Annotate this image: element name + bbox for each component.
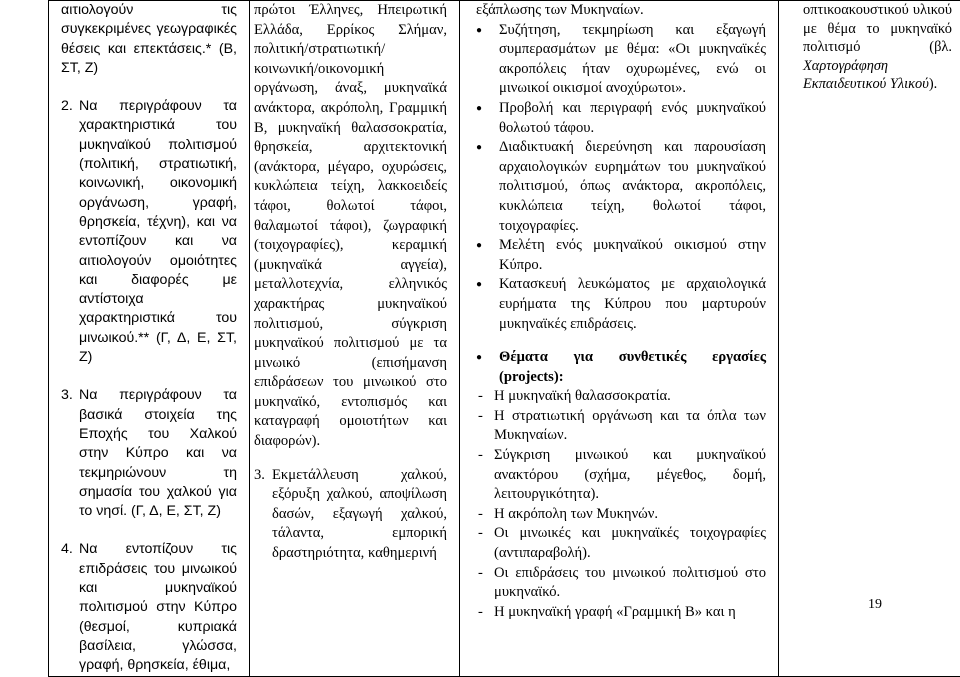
project-item xyxy=(476,603,766,623)
activity-text: Διαδικτυακή διερεύνηση και παρουσίαση αρχαιολογικών ευρημάτων του μυκηναϊκού πολιτισμού, όπως ανάκτορα, ακροπόλεις, κυκλώπεια τείχη, θολωτοί τάφοι, τοιχογραφίες. xyxy=(499,138,766,236)
objective-item-3 xyxy=(61,386,237,521)
materials-column xyxy=(779,1,960,677)
projects-heading xyxy=(476,348,766,387)
content-item-3 xyxy=(254,466,447,564)
activity-text: Συζήτηση, τεκμηρίωση και εξαγωγή συμπερασμάτων με θέμα: «Οι μυκηναϊκές ακροπόλεις ήταν οχυρωμένες, ενώ οι μινωικοί οικισμοί ανοχύρωτοι». xyxy=(499,21,766,99)
project-text: Η στρατιωτική οργάνωση και τα όπλα των Μυκηναίων. xyxy=(494,407,766,446)
table-row xyxy=(49,1,960,677)
bullet-icon: ● xyxy=(476,275,499,334)
activities-column xyxy=(460,1,779,677)
content-text: Εκμετάλλευση χαλκού, εξόρυξη χαλκού, αποψίλωση δασών, εξαγωγή χαλκού, τάλαντα, εμπορική δραστηριότητα, καθημερινή xyxy=(272,466,447,564)
bullet-icon: ● xyxy=(476,138,499,236)
dash-icon: - xyxy=(476,387,494,407)
objective-fragment: αιτιολογούν τις συγκεκριμένες γεωγραφικές θέσεις και επεκτάσεις.* (Β, ΣΤ, Ζ) xyxy=(61,1,237,78)
bullet-icon: ● xyxy=(476,21,499,99)
page-number: 19 xyxy=(868,597,882,613)
projects-label: Θέματα για συνθετικές εργασίες (projects): xyxy=(499,348,766,387)
curriculum-table xyxy=(48,0,960,677)
dash-icon: - xyxy=(476,524,494,563)
project-item xyxy=(476,387,766,407)
content-cell xyxy=(250,1,459,564)
activity-bullet xyxy=(476,275,766,334)
objectives-cell xyxy=(49,1,249,676)
bullet-icon: ● xyxy=(476,236,499,275)
dash-icon: - xyxy=(476,505,494,525)
project-text: Σύγκριση μινωικού και μυκηναϊκού ανακτόρου (σχήμα, μέγεθος, δομή, λειτουργικότητα). xyxy=(494,446,766,505)
objective-number: 2. xyxy=(61,97,79,367)
objective-number: 4. xyxy=(61,540,79,675)
dash-icon: - xyxy=(476,603,494,623)
objective-item-4 xyxy=(61,540,237,675)
dash-icon: - xyxy=(476,564,494,603)
materials-cell xyxy=(779,1,960,94)
objectives-column xyxy=(49,1,250,677)
project-text: Η μυκηναϊκή θαλασσοκρατία. xyxy=(494,387,766,407)
activity-bullet xyxy=(476,99,766,138)
activity-bullet xyxy=(476,21,766,99)
objective-number: 3. xyxy=(61,386,79,521)
project-text: Οι επιδράσεις του μινωικού πολιτισμού στο μυκηναϊκό. xyxy=(494,564,766,603)
activity-bullet xyxy=(476,138,766,236)
activity-fragment: εξάπλωσης των Μυκηναίων. xyxy=(476,1,766,21)
project-text: Η μυκηναϊκή γραφή «Γραμμική Β» και η xyxy=(494,603,766,623)
dash-icon: - xyxy=(476,407,494,446)
activity-text: Μελέτη ενός μυκηναϊκού οικισμού στην Κύπρο. xyxy=(499,236,766,275)
activity-text: Προβολή και περιγραφή ενός μυκηναϊκού θολωτού τάφου. xyxy=(499,99,766,138)
materials-reference: Χαρτογράφηση Εκπαιδευτικού Υλικού xyxy=(803,58,929,93)
bullet-icon: ● xyxy=(476,99,499,138)
objective-text: Να περιγράφουν τα βασικά στοιχεία της Εποχής του Χαλκού στην Κύπρο και να τεκμηριώνουν τη σημασία του χαλκού για το νησί. (Γ, Δ, Ε, ΣΤ, Ζ) xyxy=(79,386,237,521)
materials-text-end: ). xyxy=(929,76,937,92)
objective-text: Να εντοπίζουν τις επιδράσεις του μινωικού και μυκηναϊκού πολιτισμού στην Κύπρο (θεσμοί, κυπριακά βασίλεια, γλώσσα, γραφή, θρησκεία, έθιμα, xyxy=(79,540,237,675)
content-number: 3. xyxy=(254,466,272,564)
activities-cell xyxy=(460,1,778,622)
content-fragment: πρώτοι Έλληνες, Ηπειρωτική Ελλάδα, Ερρίκος Σλήμαν, πολιτική/στρατιωτική/κοινωνική/οικονομική οργάνωση, άναξ, μυκηναϊκά ανάκτορα, ακρόπολη, Γραμμική Β, μυκηναϊκή θαλασσοκρατία, θρησκεία, αρχιτεκτονική (ανάκτορα, μέγαρο, οχυρώσεις, κυκλώπεια τείχη, λακκοειδείς τάφοι, θολωτοί τάφοι, θαλαμωτοί τάφοι), ζωγραφική (τοιχογραφίες), κεραμική (μυκηναϊκά αγγεία), μεταλλοτεχνία, ελληνικός χαρακτήρας μυκηναϊκού πολιτισμού, σύγκριση μυκηναϊκού πολιτισμού με τα μινωικό (επισήμανση επιδράσεων του μινωικού στο μυκηναϊκό, εντοπισμός και καταγραφή ομοιοτήτων και διαφορών). xyxy=(254,1,447,452)
content-column xyxy=(250,1,460,677)
objective-item-2 xyxy=(61,97,237,367)
activity-bullet xyxy=(476,236,766,275)
objective-text: Να περιγράφουν τα χαρακτηριστικά του μυκηναϊκού πολιτισμού (πολιτική, στρατιωτική, κοινωνική, οικονομική οργάνωση, γραφή, θρησκεία, τέχνη), και να εντοπίζουν και να αιτιολογούν ομοιότητες και διαφορές με αντίστοιχα χαρακτηριστικά του μινωικού.** (Γ, Δ, Ε, ΣΤ, Ζ) xyxy=(79,97,237,367)
project-item xyxy=(476,564,766,603)
project-item xyxy=(476,524,766,563)
activity-text: Κατασκευή λευκώματος με αρχαιολογικά ευρήματα της Κύπρου που μαρτυρούν μυκηναϊκές επιδράσεις. xyxy=(499,275,766,334)
project-item xyxy=(476,505,766,525)
dash-icon: - xyxy=(476,446,494,505)
project-text: Οι μινωικές και μυκηναϊκές τοιχογραφίες (αντιπαραβολή). xyxy=(494,524,766,563)
materials-text: οπτικοακουστικού υλικού με θέμα το μυκηναϊκό πολιτισμό (βλ. xyxy=(803,2,952,55)
project-text: Η ακρόπολη των Μυκηνών. xyxy=(494,505,766,525)
project-item xyxy=(476,446,766,505)
project-item xyxy=(476,407,766,446)
bullet-icon: ● xyxy=(476,348,499,387)
